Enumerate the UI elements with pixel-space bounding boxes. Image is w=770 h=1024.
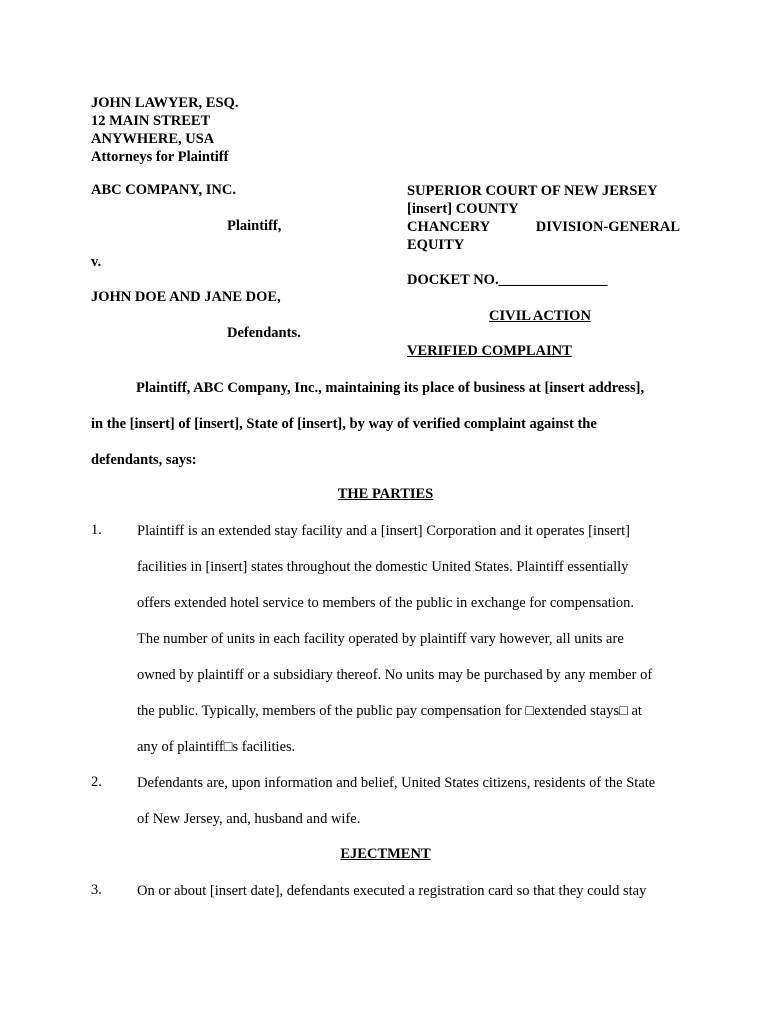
paragraph-number: 2. xyxy=(91,774,102,790)
attorney-role: Attorneys for Plaintiff xyxy=(91,149,229,165)
civil-action-label: CIVIL ACTION xyxy=(489,308,591,324)
court-county: [insert] COUNTY xyxy=(407,201,519,217)
paragraph-line: Defendants are, upon information and belief, United States citizens, residents of the State xyxy=(137,775,656,791)
attorney-city: ANYWHERE, USA xyxy=(91,131,215,147)
intro-paragraph xyxy=(91,379,680,487)
paragraph-number: 1. xyxy=(91,522,102,538)
paragraph-body xyxy=(137,774,680,846)
attorney-street: 12 MAIN STREET xyxy=(91,113,211,129)
section-heading-parties: THE PARTIES xyxy=(337,486,434,502)
paragraph-line: owned by plaintiff or a subsidiary thereof. No units may be purchased by any member of xyxy=(137,667,653,683)
section-heading-ejectment: EJECTMENT xyxy=(340,846,431,862)
defendant-names: JOHN DOE AND JANE DOE, xyxy=(91,289,281,305)
plaintiff-label: Plaintiff, xyxy=(227,218,282,234)
court-equity: EQUITY xyxy=(407,237,465,253)
paragraph-line: the public. Typically, members of the public pay compensation for □extended stays□ at xyxy=(137,703,642,719)
complaint-title: VERIFIED COMPLAINT xyxy=(407,343,572,359)
versus-label: v. xyxy=(91,254,102,270)
paragraph-body xyxy=(137,882,680,918)
attorney-header xyxy=(91,94,238,166)
court-division-b: DIVISION-GENERAL xyxy=(535,219,680,235)
paragraph-line: of New Jersey, and, husband and wife. xyxy=(137,811,361,827)
court-name: SUPERIOR COURT OF NEW JERSEY xyxy=(407,183,658,199)
paragraph-line: offers extended hotel service to members of the public in exchange for compensation. xyxy=(137,595,634,611)
paragraph-line: Plaintiff is an extended stay facility and a [insert] Corporation and it operates [insert] xyxy=(137,523,630,539)
defendant-label: Defendants. xyxy=(227,325,301,341)
court-block xyxy=(407,182,680,254)
plaintiff-name: ABC COMPANY, INC. xyxy=(91,182,236,198)
court-division-a: CHANCERY xyxy=(407,219,491,235)
intro-text-1: Plaintiff, ABC Company, Inc., maintaining its place of business at [insert address], xyxy=(136,380,645,396)
court-division xyxy=(407,218,680,236)
intro-line-2 xyxy=(91,415,680,451)
paragraph-line: facilities in [insert] states throughout the domestic United States. Plaintiff essentially xyxy=(137,559,629,575)
paragraph-line: On or about [insert date], defendants executed a registration card so that they could stay xyxy=(137,883,647,899)
paragraph-line: any of plaintiff□s facilities. xyxy=(137,739,296,755)
paragraph-body xyxy=(137,522,680,774)
paragraph-line: The number of units in each facility operated by plaintiff vary however, all units are xyxy=(137,631,624,647)
intro-line-1 xyxy=(91,379,680,415)
intro-line-3: defendants, says: xyxy=(91,452,197,468)
docket-number: DOCKET NO._______________ xyxy=(407,272,608,288)
paragraph-number: 3. xyxy=(91,882,102,898)
intro-text-2: in the [insert] of [insert], State of [insert], by way of verified complaint against the xyxy=(91,416,597,432)
attorney-name: JOHN LAWYER, ESQ. xyxy=(91,95,239,111)
